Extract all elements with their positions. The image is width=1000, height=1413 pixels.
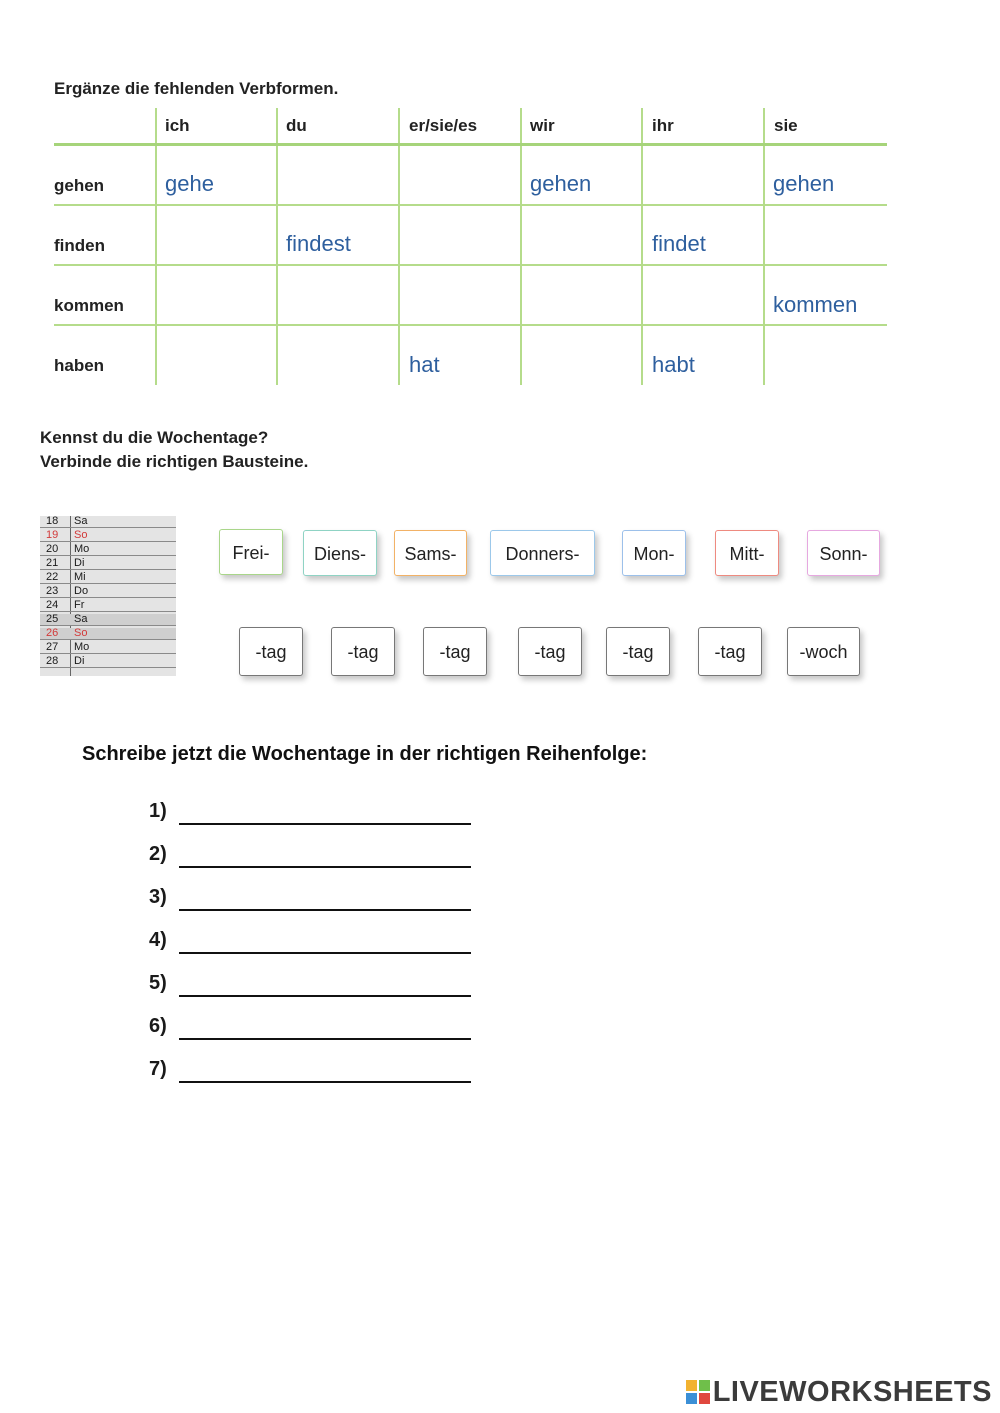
calendar-row [40, 656, 176, 668]
answer-line-6 [149, 1015, 479, 1041]
calendar-date: 25 [46, 613, 59, 625]
prefix-card-mon[interactable]: Mon- [622, 530, 686, 576]
calendar-day: So [74, 529, 88, 541]
table-divider [520, 108, 522, 385]
prefix-card-mitt[interactable]: Mitt- [715, 530, 779, 576]
prefix-card-donners[interactable]: Donners- [490, 530, 595, 576]
answer-blank[interactable] [179, 995, 471, 997]
calendar-row [40, 586, 176, 598]
calendar-image [40, 516, 176, 676]
verb-table [54, 108, 887, 385]
verb-cell[interactable]: findest [286, 231, 351, 256]
answer-blank[interactable] [179, 1038, 471, 1040]
table-divider [54, 204, 887, 206]
prefix-card-diens[interactable]: Diens- [303, 530, 377, 576]
answer-number: 2) [149, 843, 167, 865]
calendar-day: Sa [74, 613, 88, 625]
table-divider [763, 108, 765, 385]
calendar-row [40, 558, 176, 570]
column-header-sie: sie [774, 116, 798, 135]
verb-cell[interactable]: kommen [773, 292, 858, 317]
answer-number: 1) [149, 800, 167, 822]
calendar-row [40, 516, 176, 528]
table-divider [641, 108, 643, 385]
liveworksheets-logo [686, 1376, 992, 1409]
column-header-wir: wir [530, 116, 555, 135]
table-divider [54, 264, 887, 266]
calendar-date: 20 [46, 543, 59, 555]
calendar-date: 27 [46, 641, 59, 653]
table-divider [276, 108, 278, 385]
row-label-gehen: gehen [54, 176, 105, 195]
calendar-date: 28 [46, 655, 59, 667]
verb-cell[interactable]: gehe [165, 171, 214, 196]
answer-blank[interactable] [179, 909, 471, 911]
row-label-haben: haben [54, 356, 105, 375]
answer-blank[interactable] [179, 1081, 471, 1083]
answer-number: 5) [149, 972, 167, 994]
calendar-row [40, 572, 176, 584]
suffix-card-woch[interactable]: -woch [787, 627, 860, 676]
column-header-ihr: ihr [652, 116, 674, 135]
answer-line-1 [149, 800, 479, 826]
answer-number: 6) [149, 1015, 167, 1037]
verb-cell[interactable]: gehen [773, 171, 835, 196]
answer-blank[interactable] [179, 823, 471, 825]
calendar-date: 26 [46, 627, 59, 639]
prefix-card-sams[interactable]: Sams- [394, 530, 467, 576]
row-label-kommen: kommen [54, 296, 124, 315]
suffix-card-tag[interactable]: -tag [331, 627, 395, 676]
calendar-day: Mo [74, 641, 90, 653]
verb-cell[interactable]: gehen [530, 171, 592, 196]
answer-line-7 [149, 1058, 479, 1084]
calendar-row [40, 530, 176, 542]
column-header-du: du [286, 116, 307, 135]
suffix-card-tag[interactable]: -tag [698, 627, 762, 676]
table-divider [54, 143, 887, 146]
calendar-date: 23 [46, 585, 59, 597]
calendar-day: So [74, 627, 88, 639]
column-header-er-sie-es: er/sie/es [409, 116, 478, 135]
answer-line-4 [149, 929, 479, 955]
prefix-card-sonn[interactable]: Sonn- [807, 530, 880, 576]
row-label-finden: finden [54, 236, 105, 255]
calendar-row [40, 544, 176, 556]
weekdays-instruction: Verbinde die richtigen Bausteine. [40, 452, 309, 471]
suffix-card-tag[interactable]: -tag [239, 627, 303, 676]
answer-number: 4) [149, 929, 167, 951]
answer-line-3 [149, 886, 479, 912]
suffix-card-tag[interactable]: -tag [423, 627, 487, 676]
calendar-day: Do [74, 585, 89, 597]
calendar-day: Sa [74, 516, 88, 527]
calendar-day: Di [74, 655, 85, 667]
suffix-card-tag[interactable]: -tag [518, 627, 582, 676]
calendar-day: Fr [74, 599, 85, 611]
answer-line-2 [149, 843, 479, 869]
logo-icon [686, 1380, 710, 1404]
table-divider [54, 324, 887, 326]
suffix-card-tag[interactable]: -tag [606, 627, 670, 676]
logo-text: LIVEWORKSHEETS [712, 1376, 992, 1408]
prefix-card-frei[interactable]: Frei- [219, 529, 283, 575]
column-header-ich: ich [165, 116, 190, 135]
table-divider [398, 108, 400, 385]
calendar-row [40, 642, 176, 654]
calendar-row [40, 600, 176, 612]
calendar-date: 19 [46, 529, 59, 541]
answer-number: 7) [149, 1058, 167, 1080]
answer-line-5 [149, 972, 479, 998]
calendar-day: Mi [74, 571, 86, 583]
calendar-row [40, 614, 176, 626]
answer-blank[interactable] [179, 952, 471, 954]
verb-cell[interactable]: habt [652, 352, 695, 377]
verb-cell[interactable]: hat [409, 352, 440, 377]
ordering-instruction: Schreibe jetzt die Wochentage in der richtigen Reihenfolge: [82, 743, 648, 765]
calendar-date: 22 [46, 571, 59, 583]
answer-blank[interactable] [179, 866, 471, 868]
table-divider [155, 108, 157, 385]
verb-exercise-title: Ergänze die fehlenden Verbformen. [54, 79, 339, 98]
calendar-date: 24 [46, 599, 59, 611]
calendar-date: 18 [46, 516, 59, 527]
calendar-date: 21 [46, 557, 59, 569]
answer-number: 3) [149, 886, 167, 908]
calendar-row [40, 628, 176, 640]
calendar-day: Mo [74, 543, 90, 555]
verb-cell[interactable]: findet [652, 231, 706, 256]
weekdays-question: Kennst du die Wochentage? [40, 428, 269, 447]
calendar-day: Di [74, 557, 85, 569]
